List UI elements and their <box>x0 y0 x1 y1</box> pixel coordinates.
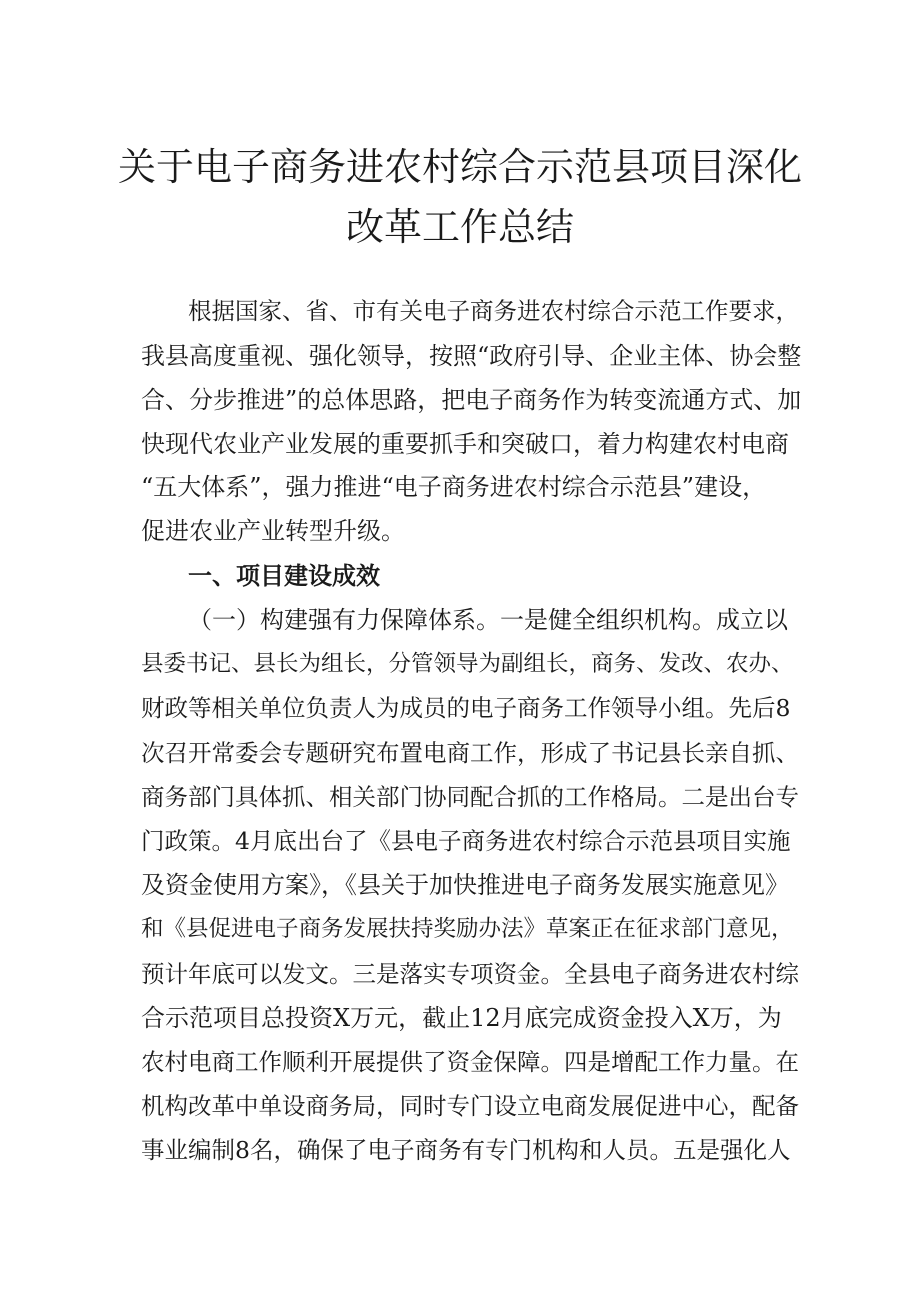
section-paragraph-line: 事业编制8名，确保了电子商务有专门机构和人员。五是强化人 <box>141 1136 791 1164</box>
intro-paragraph-line: 快现代农业产业发展的重要抓手和突破口，着力构建农村电商 <box>141 430 789 458</box>
document-title-line1: 关于电子商务进农村综合示范县项目深化 <box>117 145 802 189</box>
section-paragraph-line: 财政等相关单位负责人为成员的电子商务工作领导小组。先后8 <box>141 694 791 722</box>
section-paragraph-line: 合示范项目总投资X万元，截止12月底完成资金投入X万，为 <box>141 1004 782 1032</box>
section-paragraph-line: （一）构建强有力保障体系。一是健全组织机构。成立以 <box>188 606 788 634</box>
section-paragraph-line: 商务部门具体抓、相关部门协同配合抓的工作格局。二是出台专 <box>141 783 799 811</box>
section-paragraph-line: 机构改革中单设商务局，同时专门设立电商发展促进中心，配备 <box>141 1092 799 1120</box>
section-paragraph-line: 次召开常委会专题研究布置电商工作，形成了书记县长亲自抓、 <box>141 739 799 767</box>
intro-paragraph-line: 根据国家、省、市有关电子商务进农村综合示范工作要求， <box>188 297 799 325</box>
intro-paragraph-line: 促进农业产业转型升级。 <box>141 517 405 545</box>
intro-paragraph-line: 我县高度重视、强化领导，按照“政府引导、企业主体、协会整 <box>141 342 802 370</box>
section-paragraph-line: 和《县促进电子商务发展扶持奖励办法》草案正在征求部门意见， <box>141 916 794 942</box>
intro-paragraph-line: “五大体系”，强力推进“电子商务进农村综合示范县”建设， <box>141 473 767 501</box>
section-paragraph-line: 预计年底可以发文。三是落实专项资金。全县电子商务进农村综 <box>141 960 799 988</box>
intro-paragraph-line: 合、分步推进”的总体思路，把电子商务作为转变流通方式、加 <box>141 386 802 414</box>
section-paragraph-line: 农村电商工作顺利开展提供了资金保障。四是增配工作力量。在 <box>141 1048 799 1076</box>
section-paragraph-line: 县委书记、县长为组长，分管领导为副组长，商务、发改、农办、 <box>141 651 794 677</box>
section-paragraph-line: 门政策。4月底出台了《县电子商务进农村综合示范县项目实施 <box>141 827 791 855</box>
document-title-line2: 改革工作总结 <box>345 205 574 249</box>
section-paragraph-line: 及资金使用方案》，《县关于加快推进电子商务发展实施意见》 <box>141 871 789 899</box>
section-heading: 一、项目建设成效 <box>188 562 380 590</box>
